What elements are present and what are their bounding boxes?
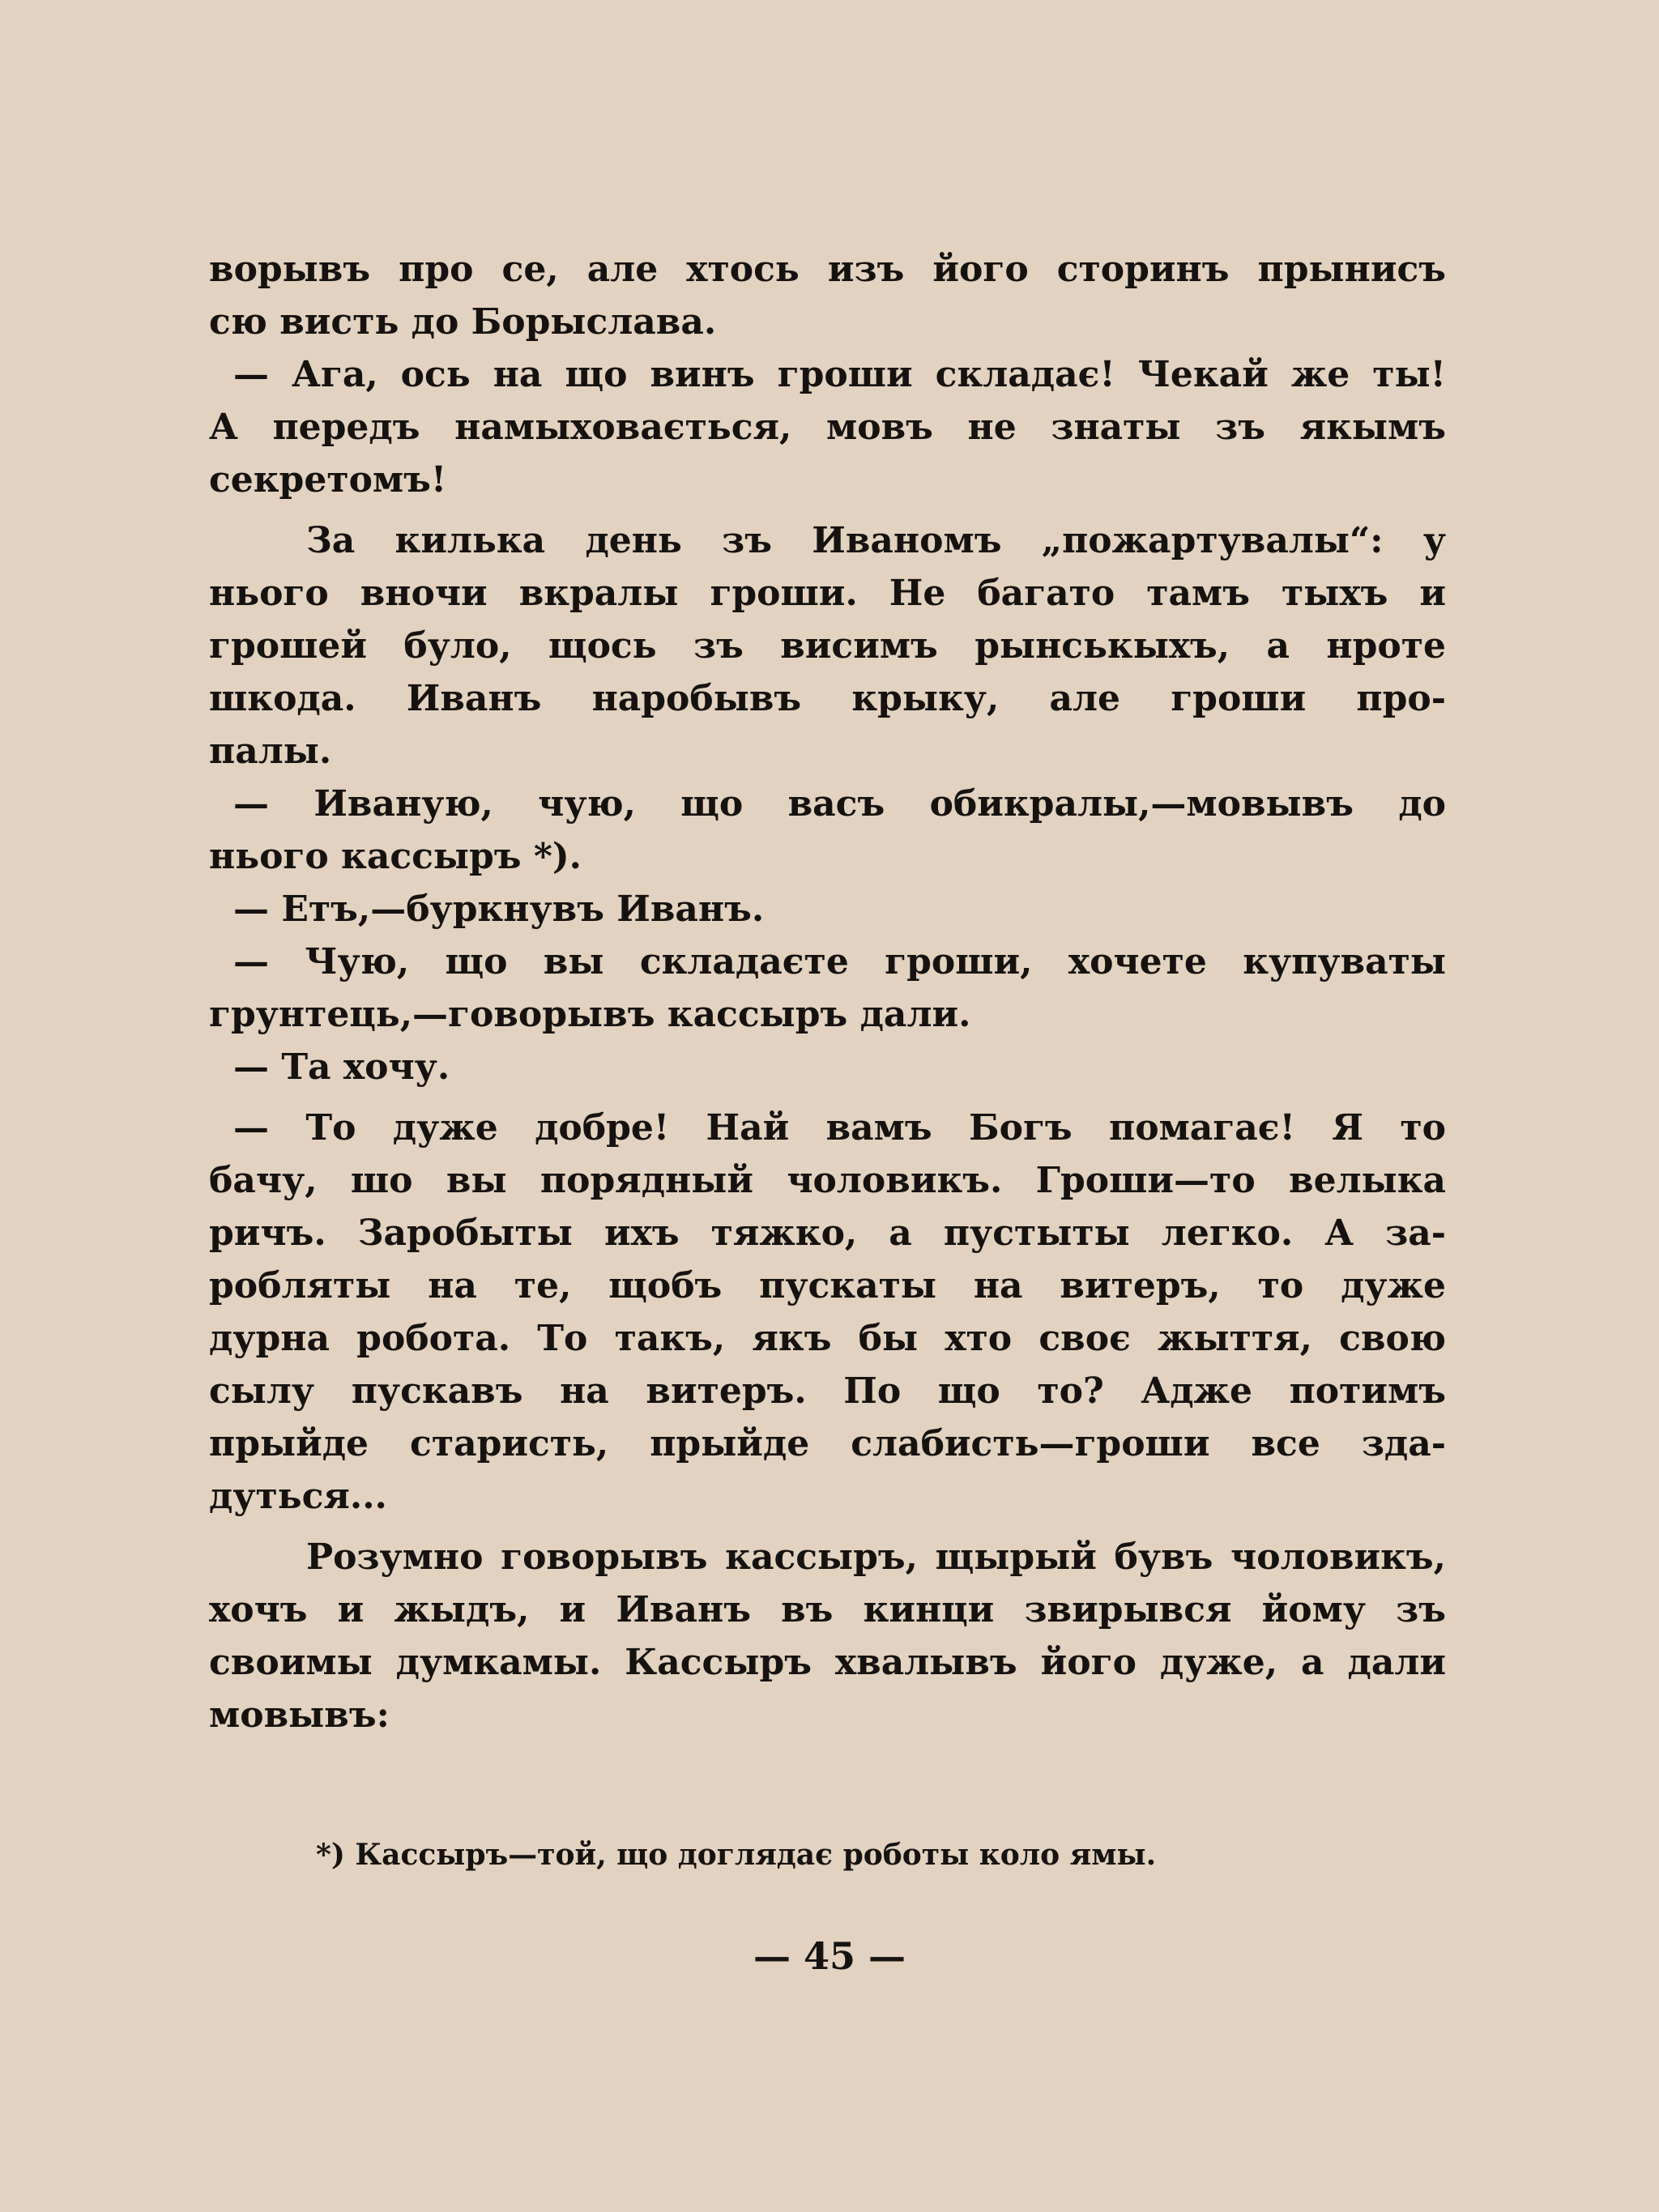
text-line: — Та хочу. bbox=[233, 1046, 450, 1088]
text-line: прыйде старисть, прыйде слабисть—гроши все зда- bbox=[209, 1423, 1446, 1464]
text-line: Розумно говорывъ кассыръ, щырый бувъ чоловикъ, bbox=[306, 1536, 1446, 1578]
text-line: бачу, шо вы порядный чоловикъ. Гроши—то велыка bbox=[209, 1160, 1446, 1201]
text-line: грунтець,—говорывъ кассыръ дали. bbox=[209, 994, 971, 1035]
text-line: своимы думкамы. Кассыръ хвалывъ його дуже, а дали bbox=[209, 1642, 1446, 1683]
text-line: робляты на те, щобъ пускаты на витеръ, то дуже bbox=[209, 1265, 1446, 1306]
text-line: секретомъ! bbox=[209, 459, 447, 501]
text-line: сю висть до Борыслава. bbox=[209, 301, 717, 343]
text-line: нього вночи вкралы гроши. Не багато тамъ тыхъ и bbox=[209, 573, 1446, 614]
text-line: дурна робота. То такъ, якъ бы хто своє жыття, свою bbox=[209, 1318, 1446, 1359]
text-line: — Иваную, чую, що васъ обикралы,—мовывъ до bbox=[233, 783, 1446, 825]
text-line: — То дуже добре! Най вамъ Богъ помагає! Я то bbox=[233, 1107, 1446, 1149]
text-line: ворывъ про се, але хтось изъ його сторинъ прынисъ bbox=[209, 249, 1446, 290]
page-number: — 45 — bbox=[753, 1934, 906, 1978]
text-line: — Етъ,—буркнувъ Иванъ. bbox=[233, 889, 765, 930]
text-line: За килька день зъ Иваномъ „пожартувалы“: у bbox=[306, 520, 1446, 561]
text-line: палы. bbox=[209, 731, 332, 772]
text-line: грошей було, щось зъ висимъ рынськыхъ, а нроте bbox=[209, 625, 1446, 667]
text-line: — Ага, ось на що винъ гроши складає! Чекай же ты! bbox=[233, 354, 1446, 395]
footnote: *) Кассыръ—той, що доглядає роботы коло ямы. bbox=[316, 1838, 1157, 1872]
text-line: мовывъ: bbox=[209, 1694, 390, 1736]
text-line: — Чую, що вы складаєте гроши, хочете купуваты bbox=[233, 941, 1446, 982]
text-line: дуться... bbox=[209, 1476, 387, 1517]
text-line: А передъ намыховається, мовъ не знаты зъ якымъ bbox=[209, 407, 1446, 448]
text-line: шкода. Иванъ наробывъ крыку, але гроши про- bbox=[209, 678, 1446, 719]
text-line: нього кассыръ *). bbox=[209, 836, 582, 877]
text-line: хочъ и жыдъ, и Иванъ въ кинци звирывся йому зъ bbox=[209, 1589, 1446, 1630]
text-line: сылу пускавъ на витеръ. По що то? Адже потимъ bbox=[209, 1370, 1446, 1412]
body-text bbox=[209, 243, 1446, 1741]
text-line: ричъ. Заробыты ихъ тяжко, а пустыты легко. А за- bbox=[209, 1213, 1446, 1254]
